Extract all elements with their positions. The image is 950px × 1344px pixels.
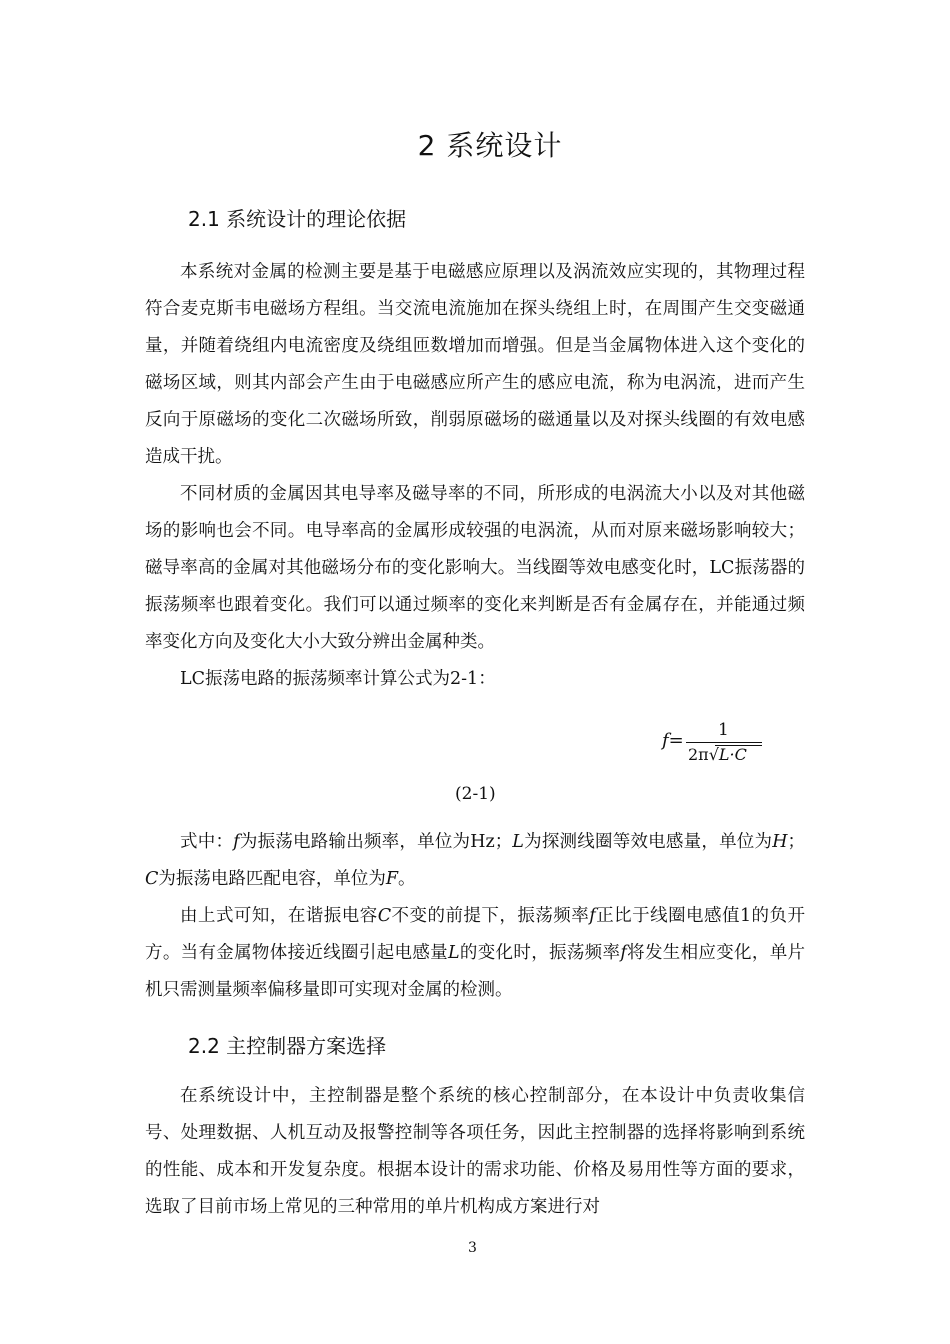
formula-sqrt-bar [715, 745, 762, 746]
paragraph-controller: 在系统设计中，主控制器是整个系统的核心控制部分，在本设计中负责收集信号、处理数据、人机互动及报警控制等各项任务，因此主控制器的选择将影响到系统的性能、成本和开发复杂度。根据本设计的需求功能、价格及易用性等方面的要求，选取了目前市场上常见的三种常用的单片机构成方案进行对 [145, 1086, 805, 1217]
section-title-2-2: 2.2 主控制器方案选择 [188, 1034, 387, 1058]
formula-numerator: 1 [718, 720, 729, 740]
page-number: 3 [468, 1240, 477, 1256]
formula-fraction-bar [686, 742, 762, 743]
chapter-title: 2 系统设计 [417, 129, 563, 162]
equation-number: (2-1) [455, 784, 496, 804]
frequency-formula [662, 720, 772, 768]
paragraph-conductivity: 不同材质的金属因其电导率及磁导率的不同，所形成的电涡流大小以及对其他磁场的影响也会不同。电导率高的金属形成较强的电涡流，从而对原来磁场影响较大；磁导率高的金属对其他磁场分布的变化影响大。当线圈等效电感变化时，LC振荡器的振荡频率也跟着变化。我们可以通过频率的变化来判断是否有金属存在，并能通过频率变化方向及变化大小大致分辨出金属种类。 [145, 484, 805, 652]
formula-lhs: f= [662, 730, 684, 751]
formula-denominator: 2π√L·C [688, 745, 747, 764]
paragraph-principle: 本系统对金属的检测主要是基于电磁感应原理以及涡流效应实现的，其物理过程符合麦克斯韦电磁场方程组。当交流电流施加在探头绕组上时，在周围产生交变磁通量，并随着绕组内电流密度及绕组匝数增加而增强。但是当金属物体进入这个变化的磁场区域，则其内部会产生由于电磁感应所产生的感应电流，称为电涡流，进而产生反向于原磁场的变化二次磁场所致，削弱原磁场的磁通量以及对探头线圈的有效电感造成干扰。 [145, 262, 805, 467]
section-title-2-1: 2.1 系统设计的理论依据 [188, 207, 407, 231]
paragraph-where: 式中：f为振荡电路输出频率，单位为Hz；L为探测线圈等效电感量，单位为H；C为振荡电路匹配电容，单位为F。 [145, 832, 806, 889]
paragraph-formula-intro: LC振荡电路的振荡频率计算公式为2-1： [180, 669, 496, 689]
paragraph-conclusion: 由上式可知，在谐振电容C不变的前提下，振荡频率f正比于线圈电感值1的负开方。当有金属物体接近线圈引起电感量L的变化时，振荡频率f将发生相应变化，单片机只需测量频率偏移量即可实现对金属的检测。 [145, 906, 806, 1000]
